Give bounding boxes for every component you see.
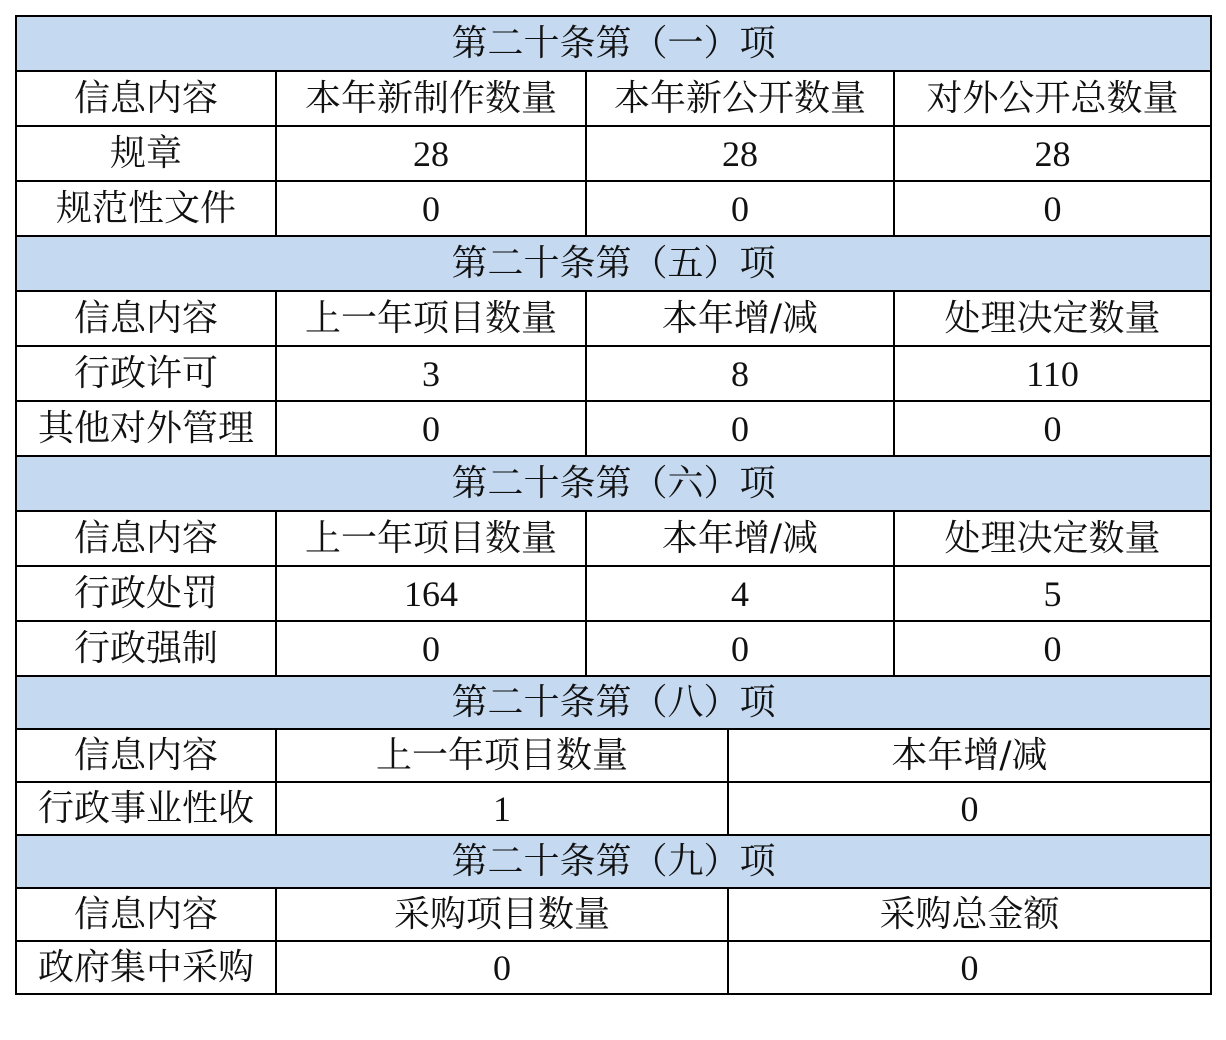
header-cell: 处理决定数量 (894, 291, 1211, 346)
value-cell: 0 (276, 401, 586, 456)
value-cell: 164 (276, 566, 586, 621)
value-cell: 0 (276, 181, 586, 236)
section-title: 第二十条第（五）项 (16, 236, 1211, 291)
row-label: 行政事业性收 (16, 782, 276, 835)
header-cell: 处理决定数量 (894, 511, 1211, 566)
header-cell: 采购项目数量 (276, 888, 728, 941)
value-cell: 0 (894, 401, 1211, 456)
section-title-row (16, 16, 1211, 71)
section-title: 第二十条第（九）项 (16, 835, 1211, 888)
value-cell: 0 (728, 782, 1211, 835)
header-cell: 采购总金额 (728, 888, 1211, 941)
section-title-row (16, 236, 1211, 291)
section-title: 第二十条第（八）项 (16, 676, 1211, 729)
table-row (16, 621, 1211, 676)
value-cell: 1 (276, 782, 728, 835)
table-row (16, 346, 1211, 401)
value-cell: 0 (586, 181, 894, 236)
header-cell: 信息内容 (16, 729, 276, 782)
header-cell: 对外公开总数量 (894, 71, 1211, 126)
value-cell: 5 (894, 566, 1211, 621)
table-row (16, 401, 1211, 456)
header-cell: 本年新制作数量 (276, 71, 586, 126)
row-label: 其他对外管理 (16, 401, 276, 456)
value-cell: 0 (276, 941, 728, 994)
header-cell: 本年增/减 (586, 291, 894, 346)
value-cell: 110 (894, 346, 1211, 401)
header-cell: 信息内容 (16, 291, 276, 346)
table-row (16, 941, 1211, 994)
row-label: 规范性文件 (16, 181, 276, 236)
header-cell: 信息内容 (16, 888, 276, 941)
header-cell: 上一年项目数量 (276, 729, 728, 782)
header-row (16, 71, 1211, 126)
row-label: 行政许可 (16, 346, 276, 401)
disclosure-statistics-table (15, 15, 1212, 995)
section-title-row (16, 835, 1211, 888)
table-row (16, 566, 1211, 621)
value-cell: 0 (276, 621, 586, 676)
value-cell: 0 (894, 621, 1211, 676)
header-row (16, 729, 1211, 782)
value-cell: 0 (586, 621, 894, 676)
section-title: 第二十条第（六）项 (16, 456, 1211, 511)
row-label: 行政强制 (16, 621, 276, 676)
table-row (16, 126, 1211, 181)
header-cell: 信息内容 (16, 71, 276, 126)
value-cell: 28 (276, 126, 586, 181)
header-row (16, 291, 1211, 346)
row-label: 规章 (16, 126, 276, 181)
header-cell: 上一年项目数量 (276, 511, 586, 566)
section-title-row (16, 456, 1211, 511)
value-cell: 28 (586, 126, 894, 181)
header-cell: 本年增/减 (586, 511, 894, 566)
value-cell: 0 (728, 941, 1211, 994)
row-label: 行政处罚 (16, 566, 276, 621)
header-cell: 信息内容 (16, 511, 276, 566)
row-label: 政府集中采购 (16, 941, 276, 994)
section-title: 第二十条第（一）项 (16, 16, 1211, 71)
table-row (16, 181, 1211, 236)
table-row (16, 782, 1211, 835)
header-cell: 本年增/减 (728, 729, 1211, 782)
value-cell: 28 (894, 126, 1211, 181)
value-cell: 8 (586, 346, 894, 401)
section-title-row (16, 676, 1211, 729)
value-cell: 4 (586, 566, 894, 621)
header-cell: 本年新公开数量 (586, 71, 894, 126)
value-cell: 0 (894, 181, 1211, 236)
header-row (16, 888, 1211, 941)
value-cell: 0 (586, 401, 894, 456)
value-cell: 3 (276, 346, 586, 401)
header-row (16, 511, 1211, 566)
header-cell: 上一年项目数量 (276, 291, 586, 346)
disclosure-table-container (15, 15, 1210, 995)
